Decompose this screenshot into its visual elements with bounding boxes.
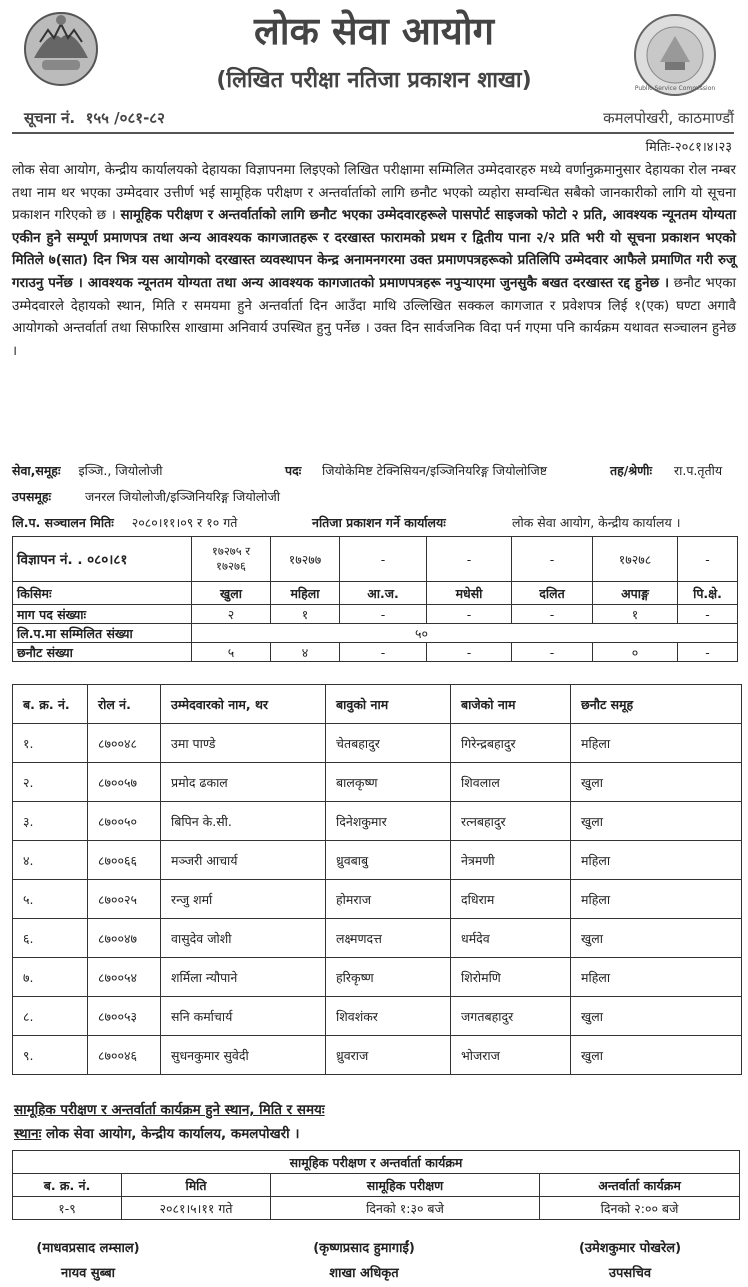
selected-cell: ४	[271, 643, 340, 662]
signatory-name: (माधवप्रसाद लम्साल)	[36, 1241, 140, 1256]
table-cell: ८.	[13, 997, 88, 1036]
table-cell: धर्मदेव	[451, 919, 571, 958]
adv-number-cell: १७२७८	[593, 537, 678, 582]
schedule-table	[12, 1150, 740, 1220]
subgroup-value: जनरल जियोलोजी/इञ्जिनियरिङ्ग जियोलोजी	[85, 489, 281, 504]
demand-label: माग पद संख्याः	[13, 605, 192, 624]
results-header: रोल नं.	[88, 685, 161, 724]
results-header-row	[13, 685, 742, 724]
attend-cell: ५०	[192, 624, 738, 643]
results-body	[13, 724, 742, 1075]
type-label: किसिमः	[13, 582, 192, 605]
table-cell: ८७००५०	[88, 802, 161, 841]
place-value: लोक सेवा आयोग, केन्द्रीय कार्यालय, कमलपोखरी ।	[41, 1126, 300, 1142]
table-cell: ८७००६६	[88, 841, 161, 880]
exam-date-value: २०८०।११।०९ र १० गते	[131, 515, 238, 530]
selected-cell: ५	[192, 643, 271, 662]
table-cell: ८७००५३	[88, 997, 161, 1036]
signature-block	[0, 1236, 188, 1286]
notice-date: मितिः-२०८१।४।२३	[645, 140, 732, 155]
schedule-header: अन्तर्वार्ता कार्यक्रम	[540, 1174, 740, 1197]
type-cell: पि.क्षे.	[678, 582, 738, 605]
table-cell: ७.	[13, 958, 88, 997]
demand-cell: १	[271, 605, 340, 624]
table-row	[13, 841, 742, 880]
schedule-cell: १-९	[13, 1197, 122, 1220]
type-cell: मधेसी	[427, 582, 512, 605]
table-cell: ६.	[13, 919, 88, 958]
schedule-title-row	[13, 1151, 740, 1174]
selected-cell: -	[427, 643, 512, 662]
table-cell: १.	[13, 724, 88, 763]
advertisement-table	[12, 536, 738, 662]
selected-label: छनौट संख्या	[13, 643, 192, 662]
results-table	[12, 684, 742, 1075]
office-location: कमलपोखरी, काठमाण्डौं	[603, 109, 734, 127]
post-value: जियोकेमिष्ट टेक्निसियन/इञ्जिनियरिङ्ग जियोलोजिष्ट	[322, 463, 548, 478]
schedule-cell: २०८१।५।११ गते	[122, 1197, 271, 1220]
page-subtitle: (लिखित परीक्षा नतिजा प्रकाशन शाखा)	[216, 68, 532, 93]
attend-row	[13, 624, 738, 643]
schedule-cell: दिनको १:३० बजे	[271, 1197, 540, 1220]
adv-number-cell: -	[512, 537, 593, 582]
table-cell: उमा पाण्डे	[161, 724, 326, 763]
paragraph-bold-text: सामूहिक परीक्षण र अन्तर्वार्ताको लागि छनौट भएका उम्मेदवारहरूले पासपोर्ट साइजको फोटो २ प्रति, आवश्यक न्यूनतम योग्यता एकीन हुने सम्पूर्ण प्रमाणपत्र तथा अन्य आवश्यक कागजातहरू र दरखास्त फारामको प्रथम र द्वितीय पाना २/२ प्रति भरी यो सूचना प्रकाशन भएको मितिले ७(सात) दिन भित्र यस आयोगको दरखास्त व्यवस्थापन केन्द्र अनामनगरमा उक्त प्रमाणपत्रहरूको प्रतिलिपि उम्मेदवार आफैले प्रमाणित गरी रुजू गराउनु पर्नेछ । आवश्यक न्यूनतम योग्यता तथा अन्य आवश्यक कागजातको प्रमाणपत्रहरू नपुऱ्याएमा जुनसुकै बखत दरखास्त रद्द हुनेछ ।	[12, 208, 736, 291]
results-header: ब. क्र. नं.	[13, 685, 88, 724]
post-label: पदः	[285, 463, 302, 478]
schedule-header-row	[13, 1174, 740, 1197]
table-cell: वासुदेव जोशी	[161, 919, 326, 958]
type-row	[13, 582, 738, 605]
demand-cell: -	[512, 605, 593, 624]
adv-number-row	[13, 537, 738, 582]
signatory-name: (कृष्णप्रसाद हुमागाईं)	[313, 1241, 415, 1256]
table-cell: जगतबहादुर	[451, 997, 571, 1036]
table-cell: भोजराज	[451, 1036, 571, 1075]
schedule-header: सामूहिक परीक्षण	[271, 1174, 540, 1197]
table-cell: महिला	[571, 724, 742, 763]
table-cell: महिला	[571, 841, 742, 880]
paragraph-text-2: छनौट भएका उम्मेदवारले देहायको स्थान, मिति र समयमा हुने अन्तर्वार्ता दिन आउँदा माथि उल्लिखित सक्कल कागजात र प्रवेशपत्र लिई १(एक) घण्टा अगावै आयोगको अन्तर्वार्ता तथा सिफारिस शाखामा अनिवार्य उपस्थित हुनु पर्नेछ । उक्त दिन सार्वजनिक विदा पर्न गएमा पनि कार्यक्रम यथावत सञ्चालन हुनेछ ।	[12, 275, 736, 359]
service-label: सेवा,समूहः	[12, 463, 61, 478]
table-cell: ३.	[13, 802, 88, 841]
table-cell: चेतबहादुर	[326, 724, 451, 763]
table-cell: २.	[13, 763, 88, 802]
office-label: नतिजा प्रकाशन गर्ने कार्यालयः	[312, 515, 446, 530]
selected-cell: -	[512, 643, 593, 662]
adv-number-cell: -	[340, 537, 427, 582]
table-cell: शिवशंकर	[326, 997, 451, 1036]
schedule-header: मिति	[122, 1174, 271, 1197]
table-cell: महिला	[571, 958, 742, 997]
table-cell: दधिराम	[451, 880, 571, 919]
signatory-name: (उमेशकुमार पोखरेल)	[578, 1241, 682, 1256]
table-cell: ८७००५४	[88, 958, 161, 997]
type-cell: खुला	[192, 582, 271, 605]
seal-text: Public Service Commission	[634, 85, 716, 92]
results-header: बाजेको नाम	[451, 685, 571, 724]
type-cell: अपाङ्ग	[593, 582, 678, 605]
subgroup-label: उपसमूहः	[12, 489, 52, 504]
adv-number-cell: -	[678, 537, 738, 582]
table-cell: लक्ष्मणदत्त	[326, 919, 451, 958]
table-cell: रत्नबहादुर	[451, 802, 571, 841]
schedule-cell: दिनको २:०० बजे	[540, 1197, 740, 1220]
table-cell: खुला	[571, 802, 742, 841]
adv-number-cell: १७२७७	[271, 537, 340, 582]
table-cell: रन्जु शर्मा	[161, 880, 326, 919]
service-value: इञ्जि., जियोलोजी	[78, 463, 163, 478]
selected-cell: ०	[593, 643, 678, 662]
signatory-title: उपसचिव	[608, 1266, 652, 1281]
table-cell: नेत्रमणी	[451, 841, 571, 880]
table-cell: सुधनकुमार सुवेदी	[161, 1036, 326, 1075]
table-row	[13, 802, 742, 841]
table-cell: ध्रुवराज	[326, 1036, 451, 1075]
results-header: बावुको नाम	[326, 685, 451, 724]
table-row	[13, 997, 742, 1036]
results-header: छनौट समूह	[571, 685, 742, 724]
table-row	[13, 724, 742, 763]
demand-row	[13, 605, 738, 624]
table-row	[13, 958, 742, 997]
place-label: स्थानः	[14, 1126, 42, 1142]
table-cell: दिनेशकुमार	[326, 802, 451, 841]
type-cell: आ.ज.	[340, 582, 427, 605]
subgroup-line	[12, 488, 280, 505]
schedule-place	[14, 1124, 300, 1142]
signature-block	[530, 1236, 730, 1286]
exam-date-label: लि.प. सञ्चालन मितिः	[12, 515, 114, 530]
table-cell: शिरोमणि	[451, 958, 571, 997]
attend-label: लि.प.मा सम्मिलित संख्या	[13, 624, 192, 643]
table-cell: गिरेन्द्रबहादुर	[451, 724, 571, 763]
table-cell: सनि कर्माचार्य	[161, 997, 326, 1036]
table-cell: शर्मिला न्यौपाने	[161, 958, 326, 997]
signature-block	[264, 1236, 464, 1286]
type-cell: दलित	[512, 582, 593, 605]
service-group-line	[12, 462, 742, 479]
demand-cell: -	[340, 605, 427, 624]
table-cell: महिला	[571, 880, 742, 919]
table-cell: ८७००५७	[88, 763, 161, 802]
selected-cell: -	[678, 643, 738, 662]
office-value: लोक सेवा आयोग, केन्द्रीय कार्यालय ।	[512, 515, 681, 530]
adv-number-cell: -	[427, 537, 512, 582]
table-cell: बालकृष्ण	[326, 763, 451, 802]
table-cell: हरिकृष्ण	[326, 958, 451, 997]
page-title: लोक सेवा आयोग	[253, 8, 495, 53]
demand-cell: १	[593, 605, 678, 624]
demand-cell: २	[192, 605, 271, 624]
table-cell: ८७००४६	[88, 1036, 161, 1075]
table-cell: खुला	[571, 1036, 742, 1075]
table-cell: होमराज	[326, 880, 451, 919]
table-row	[13, 763, 742, 802]
selected-cell: -	[340, 643, 427, 662]
table-row	[13, 919, 742, 958]
table-cell: खुला	[571, 919, 742, 958]
table-cell: ९.	[13, 1036, 88, 1075]
table-cell: ध्रुवबाबु	[326, 841, 451, 880]
schedule-row	[13, 1197, 740, 1220]
schedule-table-title: सामूहिक परीक्षण र अन्तर्वार्ता कार्यक्रम	[13, 1151, 740, 1174]
notice-paragraph	[12, 160, 736, 363]
adv-number-cell: १७२७५ र १७२७६	[192, 537, 271, 582]
table-cell: ८७००४७	[88, 919, 161, 958]
results-header: उम्मेदवारको नाम, थर	[161, 685, 326, 724]
table-cell: बिपिन के.सी.	[161, 802, 326, 841]
schedule-heading: सामूहिक परीक्षण र अन्तर्वार्ता कार्यक्रम हुने स्थान, मिति र समयः	[14, 1102, 325, 1118]
paragraph-text-1: लोक सेवा आयोग, केन्द्रीय कार्यालयको देहायका विज्ञापनमा लिइएको लिखित परीक्षामा सम्मिलित उम्मेदवारहरु मध्ये वर्णानुक्रमानुसार देहायका रोल नम्बर तथा नाम थर भएका उम्मेदवार उत्तीर्ण भई सामूहिक परीक्षण र अन्तर्वार्ताको लागि छनौट भएको व्यहोरा सम्वन्धित सबैको जानकारीको लागि यो सूचना प्रकाशन गरिएको छ ।	[12, 163, 736, 224]
table-cell: मञ्जरी आचार्य	[161, 841, 326, 880]
table-cell: प्रमोद ढकाल	[161, 763, 326, 802]
table-cell: खुला	[571, 763, 742, 802]
table-cell: ८७००४८	[88, 724, 161, 763]
demand-cell: -	[427, 605, 512, 624]
table-cell: ५.	[13, 880, 88, 919]
signatory-title: शाखा अधिकृत	[329, 1266, 399, 1281]
schedule-header: ब. क्र. नं.	[13, 1174, 122, 1197]
table-cell: खुला	[571, 997, 742, 1036]
level-value: रा.प.तृतीय	[674, 463, 723, 478]
table-cell: शिवलाल	[451, 763, 571, 802]
exam-office-line	[12, 514, 742, 531]
notice-bar	[12, 106, 734, 134]
demand-cell: -	[678, 605, 738, 624]
table-row	[13, 880, 742, 919]
table-cell: ४.	[13, 841, 88, 880]
table-cell: ८७००२५	[88, 880, 161, 919]
selected-row	[13, 643, 738, 662]
signatory-title: नायव सुब्बा	[60, 1266, 116, 1281]
notice-number: सूचना नं. १५५ /०८१-८२	[24, 109, 165, 127]
type-cell: महिला	[271, 582, 340, 605]
level-label: तह/श्रेणीः	[610, 463, 652, 478]
adv-number-label: विज्ञापन नं. . ०८०।८१	[13, 537, 192, 582]
table-row	[13, 1036, 742, 1075]
